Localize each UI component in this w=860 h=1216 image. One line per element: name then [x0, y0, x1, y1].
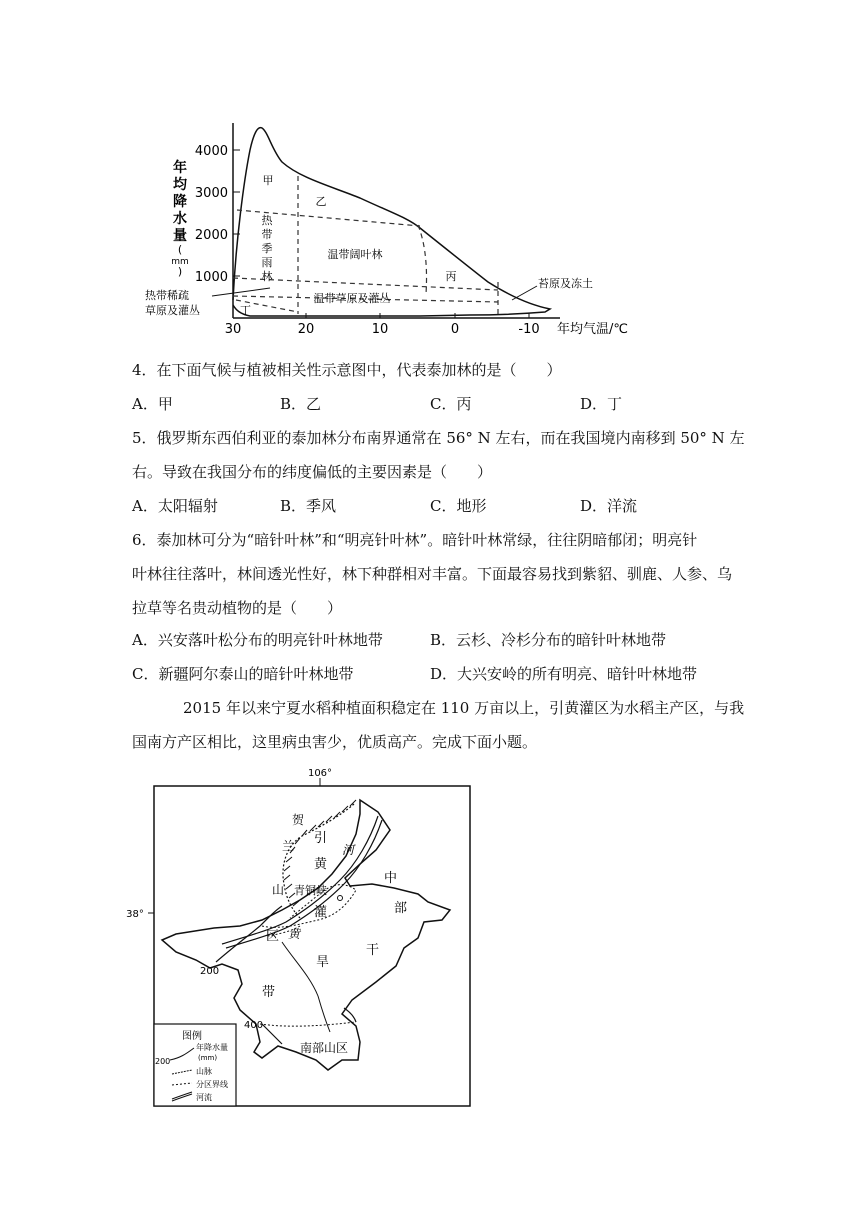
y-tick-label: 4000	[194, 144, 228, 159]
q6-option-a: A．兴安落叶松分布的明亮针叶林地带	[132, 631, 383, 649]
yinhuang-char: 黄	[314, 857, 328, 872]
intro-line1: 2015 年以来宁夏水稻种植面积稳定在 110 万亩以上，引黄灌区为水稻主产区，与我	[183, 699, 745, 717]
yinhuang-char: 引	[314, 831, 328, 846]
region-temperate-broadleaf: 温带阔叶林	[327, 248, 383, 261]
y-tick-label: 2000	[194, 228, 228, 243]
q6-option-d: D．大兴安岭的所有明亮、暗针叶林地带	[430, 665, 698, 683]
ningxia-map	[0, 760, 860, 1120]
intro-line2: 国南方产区相比，这里病虫害少，优质高产。完成下面小题。	[132, 733, 538, 751]
zhongbu-char: 干	[366, 943, 380, 958]
legend-precip: 年降水量	[196, 1043, 228, 1052]
q5-option-b: B．季风	[280, 497, 337, 515]
q6-option-c: C．新疆阿尔泰山的暗针叶林地带	[132, 665, 354, 683]
climate-boundary-curve	[233, 128, 550, 316]
question-4-stem: 4．在下面气候与植被相关性示意图中，代表泰加林的是（ ）	[132, 361, 562, 379]
question-6-line1: 6．泰加林可分为“暗针叶林”和“明亮针叶林”。暗针叶林常绿，往往阴暗郁闭；明亮针	[132, 531, 698, 549]
region-tropical-monsoon-char: 带	[261, 228, 273, 241]
yinhuang-char: 区	[266, 929, 280, 944]
question-6-line3: 拉草等名贵动植物的是（ ）	[132, 599, 343, 617]
region-tropical-monsoon-char: 热	[261, 214, 273, 227]
y-tick-label: 3000	[194, 186, 228, 201]
y-tick-label: 1000	[194, 270, 228, 285]
nanbu-label: 南部山区	[300, 1041, 349, 1055]
legend-title: 图例	[182, 1031, 202, 1042]
helan-char: 贺	[292, 813, 305, 827]
y-axis-label-char: 均	[173, 177, 187, 193]
zhongbu-char: 部	[394, 901, 408, 916]
x-tick-label: 10	[371, 322, 389, 337]
yellow-river-label: 黄	[288, 927, 301, 941]
zone-boundary-south	[260, 1022, 356, 1026]
helan-char: 山	[272, 883, 285, 897]
yellow-river-label: 河	[342, 843, 355, 857]
q4-option-c: C．丙	[430, 395, 472, 413]
question-5-line2: 右。导致在我国分布的纬度偏低的主要因素是（ ）	[132, 463, 493, 481]
legend-river: 河流	[196, 1093, 212, 1102]
q4-option-a: A．甲	[132, 395, 173, 413]
latitude-label: 38°	[126, 909, 144, 920]
legend-precip-unit: (mm)	[198, 1054, 218, 1062]
qingtongxia-label: 青铜峡	[294, 884, 327, 897]
question-5-line1: 5．俄罗斯东西伯利亚的泰加林分布南界通常在 56° N 左右，而在我国境内南移到 50° N 左	[132, 429, 745, 447]
q4-option-b: B．乙	[280, 395, 322, 413]
zhongbu-char: 旱	[316, 955, 330, 970]
contour-label-400: 400	[244, 1020, 264, 1031]
x-axis-label: 年均气温/℃	[557, 322, 628, 337]
region-yi: 乙	[315, 195, 327, 208]
region-tropical-monsoon-char: 雨	[261, 256, 273, 269]
climate-vegetation-chart	[0, 0, 860, 345]
legend-mountain: 山脉	[196, 1067, 212, 1076]
region-bing: 丙	[445, 270, 457, 283]
region-tropical-savanna-line1: 热带稀疏	[145, 289, 189, 302]
x-tick-label: 30	[224, 322, 242, 337]
legend-boundary: 分区界线	[196, 1080, 228, 1089]
yinhuang-char: 灌	[314, 905, 328, 920]
region-tundra: 苔原及冻土	[538, 277, 593, 290]
region-jia: 甲	[262, 174, 274, 187]
legend-contour-sample: 200	[155, 1057, 171, 1066]
longitude-label: 106°	[307, 768, 333, 779]
q5-option-d: D．洋流	[580, 497, 638, 515]
x-tick-label: -10	[518, 322, 540, 337]
helan-char: 兰	[282, 839, 295, 853]
q4-option-d: D．丁	[580, 395, 623, 413]
q6-option-b: B．云杉、冷杉分布的暗针叶林地带	[430, 631, 667, 649]
region-ding: 丁	[240, 304, 251, 317]
x-tick-label: 20	[297, 322, 315, 337]
q5-option-a: A．太阳辐射	[132, 497, 218, 515]
y-axis-label-char: (	[177, 243, 183, 256]
zhongbu-char: 中	[384, 871, 398, 886]
q5-option-c: C．地形	[430, 497, 487, 515]
contour-label-200: 200	[200, 966, 220, 977]
y-axis-label-char: mm	[171, 257, 189, 267]
y-axis-label-char: 年	[173, 160, 187, 176]
y-axis-label-char: 水	[173, 211, 187, 227]
y-axis-label-char: 量	[173, 228, 187, 244]
qingtongxia-marker	[338, 896, 343, 901]
question-6-line2: 叶林往往落叶，林间透光性好，林下种群相对丰富。下面最容易找到紫貂、驯鹿、人参、乌	[132, 565, 733, 583]
region-temperate-grassland: 温带草原及灌丛	[313, 292, 391, 305]
zhongbu-char: 带	[262, 985, 276, 1000]
region-tropical-monsoon-char: 林	[261, 270, 273, 283]
region-tropical-monsoon-char: 季	[261, 242, 273, 255]
y-axis-label-char: 降	[173, 194, 187, 210]
x-tick-label: 0	[450, 322, 460, 337]
region-tropical-savanna-line2: 草原及灌丛	[145, 304, 200, 317]
y-axis-label-char: )	[177, 265, 183, 278]
